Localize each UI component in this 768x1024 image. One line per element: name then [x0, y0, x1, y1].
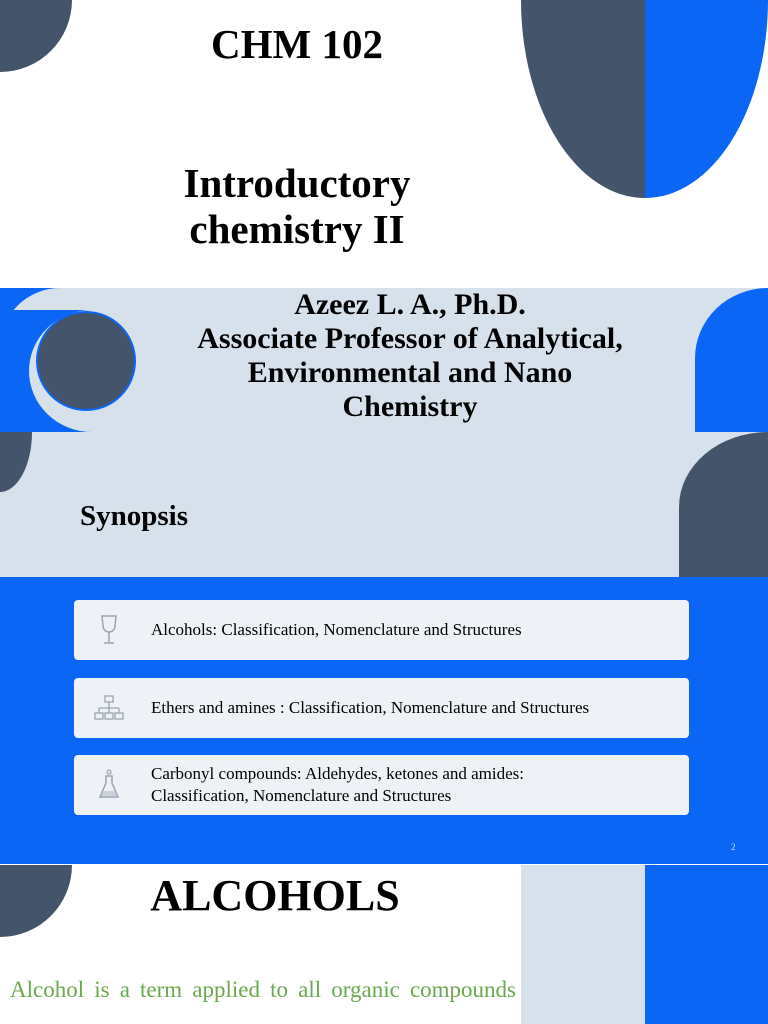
synopsis-item-line: Classification, Nomenclature and Structures [151, 786, 452, 805]
course-code: CHM 102 [211, 21, 383, 67]
synopsis-item-text [151, 763, 524, 807]
author-title-line: Chemistry [342, 390, 478, 423]
synopsis-item [74, 755, 689, 815]
slide-alcohols [0, 865, 768, 1024]
author-title-line: Associate Professor of Analytical, [197, 322, 623, 355]
slide-title [0, 0, 768, 288]
page-number: 2 [731, 842, 736, 852]
hierarchy-icon [94, 692, 124, 724]
author-band [0, 288, 768, 432]
course-title-line: chemistry II [189, 206, 405, 252]
flask-icon [98, 769, 120, 801]
synopsis-item-text: Alcohols: Classification, Nomenclature and Structures [151, 620, 522, 639]
synopsis-item-text: Ethers and amines : Classification, Nomenclature and Structures [151, 698, 590, 717]
course-title-line: Introductory [183, 160, 411, 206]
author-name: Azeez L. A., Ph.D. [294, 288, 526, 321]
course-title [0, 160, 594, 252]
author-block [140, 288, 680, 424]
wine-glass-icon [98, 614, 120, 646]
synopsis-item [74, 600, 689, 660]
synopsis-item-line: Carbonyl compounds: Aldehydes, ketones and amides: [151, 764, 524, 783]
author-title-line: Environmental and Nano [247, 356, 573, 389]
alcohols-body-text: Alcohol is a term applied to all organic compounds [10, 977, 516, 1002]
synopsis-heading: Synopsis [80, 500, 189, 532]
slide-synopsis [0, 432, 768, 864]
synopsis-item [74, 678, 689, 738]
alcohols-heading: ALCOHOLS [150, 871, 400, 920]
